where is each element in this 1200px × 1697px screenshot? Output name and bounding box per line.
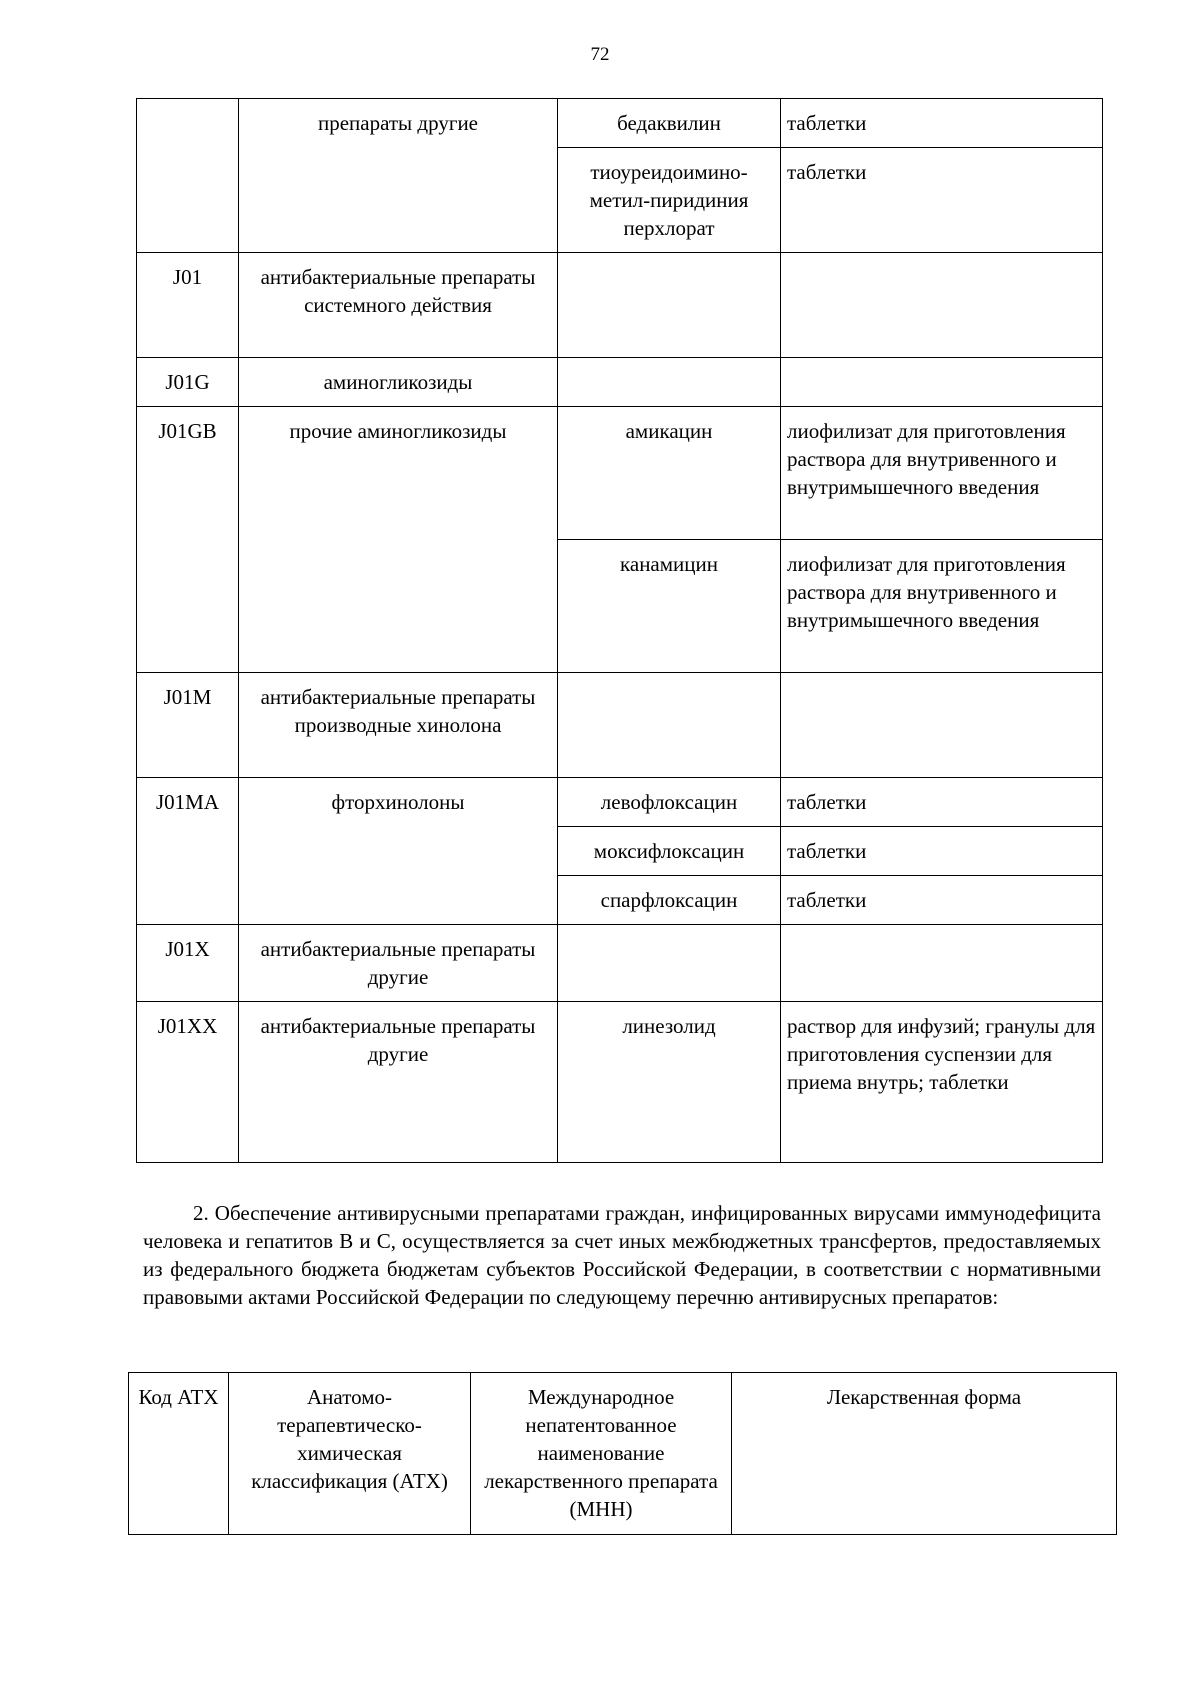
antiviral-table-header [128,1372,1117,1535]
header-atc-code: Код АТХ [129,1373,229,1535]
mnn-cell: тиоуреидоимино-метил-пиридиния перхлорат [558,148,781,253]
dosage-form-cell [781,673,1103,778]
section-paragraph: 2. Обеспечение антивирусными препаратами граждан, инфицированных вирусами иммунодефицита человека и гепатитов B и C, осуществляется за счет иных межбюджетных трансфертов, предоставляемых из федерального бюджета бюджетам субъектов Российской Федерации, в соответствии с нормативными правовыми актами Российской Федерации по следующему перечню антивирусных препаратов: [143,1201,1101,1309]
table-row [137,253,1103,358]
table-row [137,99,1103,148]
table-row [137,358,1103,407]
dosage-form-cell: таблетки [781,827,1103,876]
dosage-form-cell: раствор для инфузий; гранулы для приготовления суспензии для приема внутрь; таблетки [781,1002,1103,1163]
atc-code-cell: J01M [137,673,239,778]
atc-class-cell: антибактериальные препараты системного действия [239,253,558,358]
atc-class-cell: прочие аминогликозиды [239,407,558,673]
header-mnn: Международное непатентованное наименование лекарственного препарата (МНН) [471,1373,732,1535]
atc-code-cell: J01X [137,925,239,1002]
mnn-cell: канамицин [558,540,781,673]
atc-code-cell [137,99,239,253]
mnn-cell [558,253,781,358]
dosage-form-cell [781,358,1103,407]
atc-code-cell: J01 [137,253,239,358]
mnn-cell [558,358,781,407]
dosage-form-cell: таблетки [781,778,1103,827]
atc-class-cell: аминогликозиды [239,358,558,407]
table-header-row [129,1373,1117,1535]
mnn-cell: моксифлоксацин [558,827,781,876]
drug-table [136,98,1103,1163]
mnn-cell: бедаквилин [558,99,781,148]
header-dosage-form: Лекарственная форма [732,1373,1117,1535]
page-number: 72 [590,44,610,65]
dosage-form-cell: таблетки [781,876,1103,925]
mnn-cell: левофлоксацин [558,778,781,827]
mnn-cell [558,673,781,778]
atc-class-cell: антибактериальные препараты другие [239,1002,558,1163]
dosage-form-cell: лиофилизат для приготовления раствора для внутривенного и внутримышечного введения [781,407,1103,540]
atc-code-cell: J01XX [137,1002,239,1163]
dosage-form-cell: таблетки [781,99,1103,148]
atc-code-cell: J01MA [137,778,239,925]
dosage-form-cell [781,253,1103,358]
table-row [137,925,1103,1002]
mnn-cell: спарфлоксацин [558,876,781,925]
dosage-form-cell [781,925,1103,1002]
atc-class-cell: антибактериальные препараты производные хинолона [239,673,558,778]
atc-class-cell: антибактериальные препараты другие [239,925,558,1002]
dosage-form-cell: таблетки [781,148,1103,253]
atc-code-cell: J01G [137,358,239,407]
table-row [137,673,1103,778]
dosage-form-cell: лиофилизат для приготовления раствора для внутривенного и внутримышечного введения [781,540,1103,673]
header-atc-class: Анатомо-терапевтическо-химическая классификация (АТХ) [229,1373,471,1535]
atc-class-cell: препараты другие [239,99,558,253]
atc-code-cell: J01GB [137,407,239,673]
mnn-cell: линезолид [558,1002,781,1163]
atc-class-cell: фторхинолоны [239,778,558,925]
table-row [137,778,1103,827]
mnn-cell: амикацин [558,407,781,540]
mnn-cell [558,925,781,1002]
table-row [137,1002,1103,1163]
table-row [137,407,1103,540]
